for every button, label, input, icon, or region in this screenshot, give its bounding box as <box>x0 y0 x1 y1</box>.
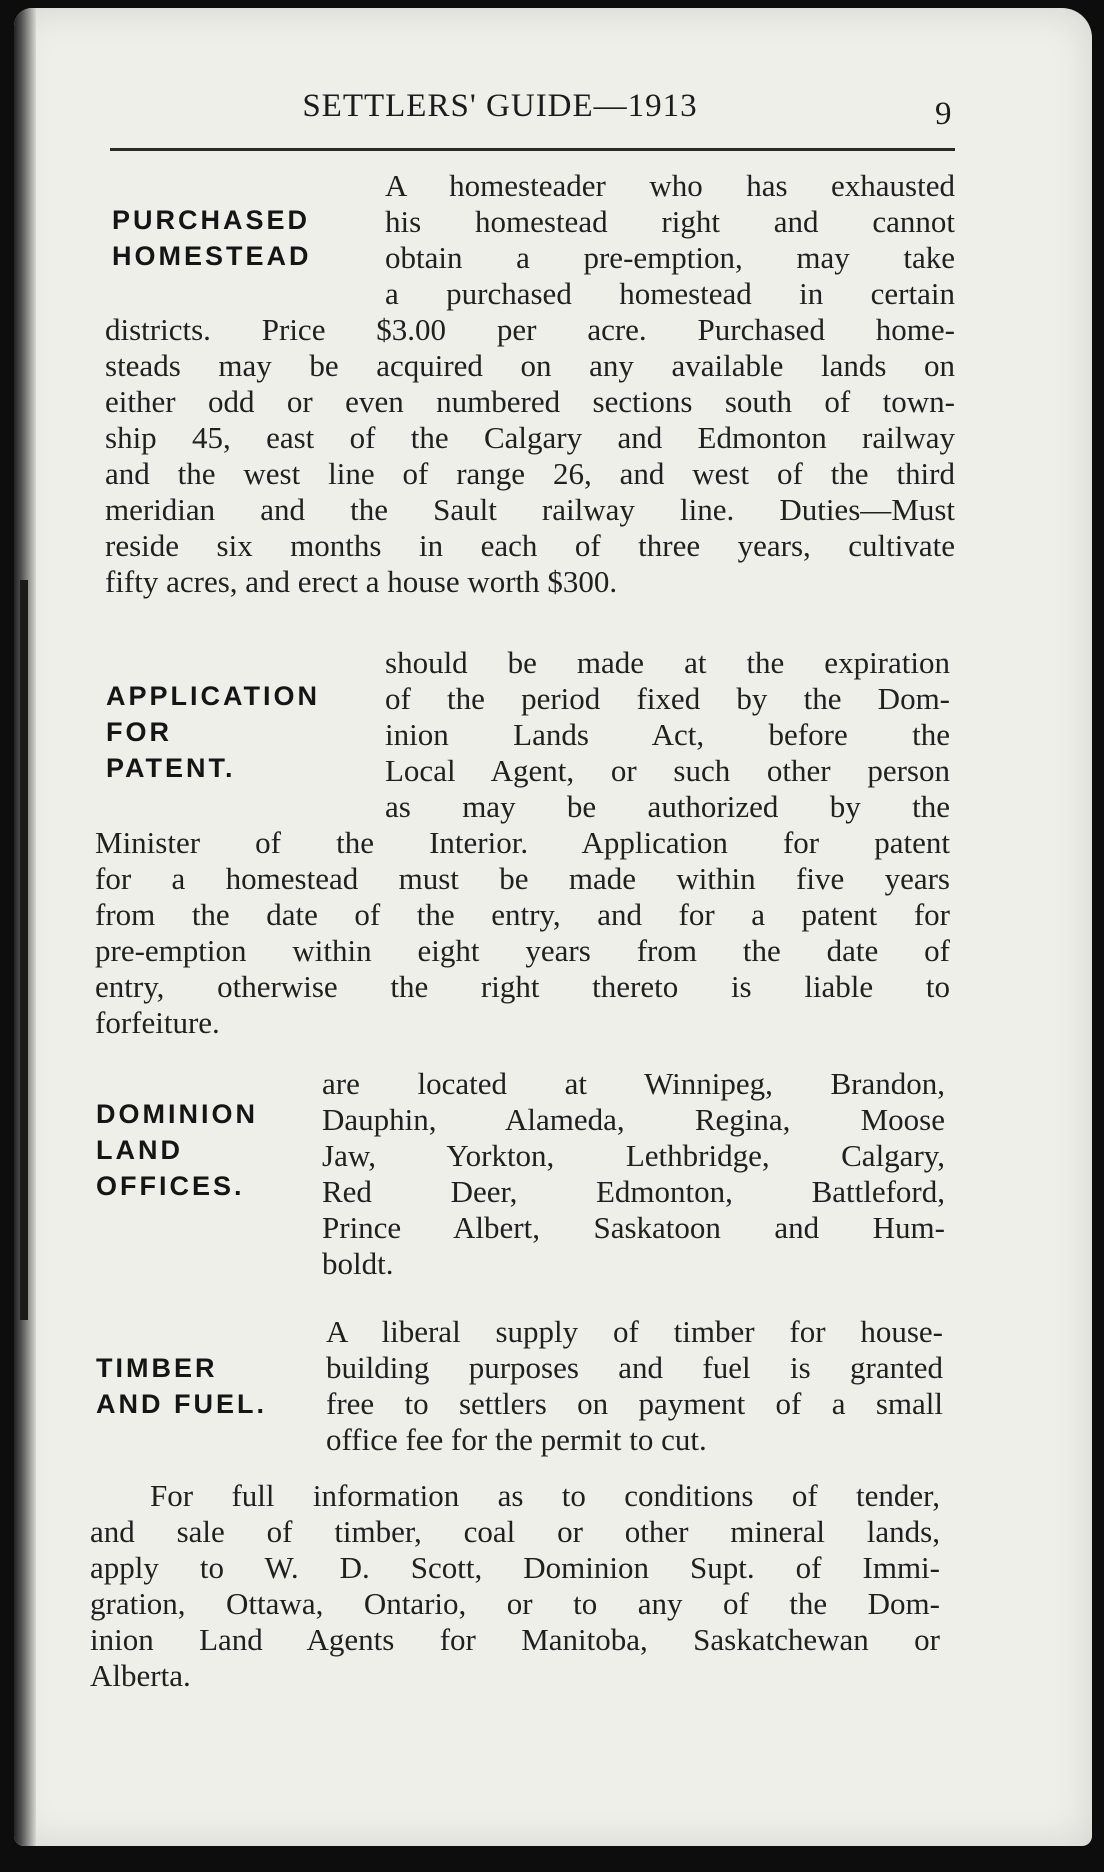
header-rule <box>110 148 955 151</box>
binding-spine <box>20 580 28 1320</box>
page-number: 9 <box>935 96 952 132</box>
paragraph-dominion-land-offices: are located at Winnipeg, Brandon, Dauphin, Alameda, Regina, Moose Jaw, Yorkton, Lethbridge, Calgary, Red Deer, Edmonton, Battleford, Prince Albert, Saskatoon and Hum- boldt. <box>322 1066 945 1281</box>
paragraph-purchased-homestead: A homesteader who has exhausted his homestead right and cannot obtain a pre-emption, may take a purchased homestead in certain districts. Price $3.00 per acre. Purchased home- steads may be acquired on any available lands on either odd or even numbered sections south of town- ship 45, east of the Calgary and Edmonton railway and the west line of range 26, and west of the third meridian and the Sault railway line. Duties—Must reside six months in each of three years, cultivate fifty acres, and erect a house worth $300. <box>105 168 955 599</box>
paragraph-timber-and-fuel: A liberal supply of timber for house- building purposes and fuel is granted free to settlers on payment of a small office fee for the permit to cut. <box>326 1314 943 1457</box>
paragraph-full-information: For full information as to conditions of tender, and sale of timber, coal or other mineral lands, apply to W. D. Scott, Dominion Supt. of Immi- gration, Ottawa, Ontario, or to any of the Dom- inion Land Agents for Manitoba, Saskatchewan or Alberta. <box>90 1478 940 1693</box>
sidehead-application-for-patent: APPLICATION FOR PATENT. <box>106 681 320 783</box>
paragraph-application-for-patent: should be made at the expiration of the period fixed by the Dom- inion Lands Act, before the Local Agent, or such other person as may be authorized by the Minister of the Interior. Application for patent for a homestead must be made within five years from the date of the entry, and for a patent for pre-emption within eight years from the date of entry, otherwise the right thereto is liable to forfeiture. <box>95 645 950 1040</box>
sidehead-purchased-homestead: PURCHASED HOMESTEAD <box>112 205 312 271</box>
running-header: SETTLERS' GUIDE—1913 <box>302 88 698 124</box>
sidehead-dominion-land-offices: DOMINION LAND OFFICES. <box>96 1099 258 1201</box>
sidehead-timber-and-fuel: TIMBER AND FUEL. <box>96 1353 267 1419</box>
